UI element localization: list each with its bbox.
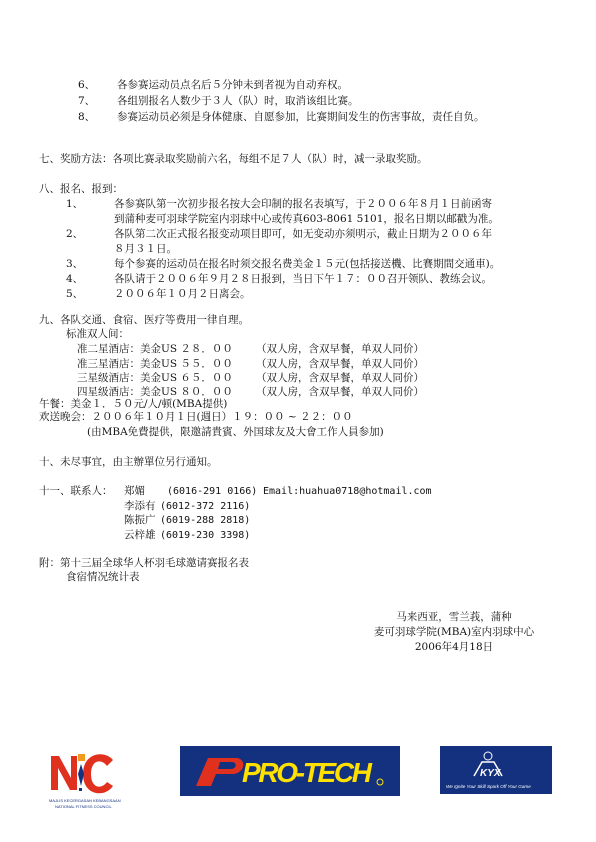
contact-name: 李添有: [124, 500, 156, 512]
registration-number: 4、: [66, 273, 84, 285]
registration-heading: 八、报名、报到：: [39, 183, 123, 195]
banquet-note: (由MBA免費提供，限邀請貴賓、外国球友及大會工作人員参加): [87, 426, 384, 438]
rule-text: 参赛运动员必须是身体健康、自愿参加，比赛期间发生的伤害事故，责任自负。: [117, 111, 485, 123]
hotel-note: （双人房，含双早餐，单双人同价）: [256, 372, 424, 384]
registration-number: 3、: [66, 258, 84, 270]
rule-number: 7、: [78, 95, 96, 107]
registration-text: 各队第二次正式报名报变动项目即可，如无变动亦须明示，截止日期为２００６年: [114, 228, 492, 240]
contact-phone: (6012-372 2116): [160, 501, 251, 512]
rule-text: 各参赛运动员点名后５分钟未到者视为自动弃权。: [117, 79, 348, 91]
registration-text: 每个参赛的运动员在报名时须交报名费美金１５元(包括接送機、比賽期間交通車)。: [114, 258, 501, 270]
contact-name: 云梓雄: [124, 529, 156, 541]
awards-text: 七、奖励方法：各项比赛录取奖励前六名，每组不足７人（队）时，减一录取奖励。: [39, 153, 428, 165]
contact-phone: (6019-230 3398): [160, 530, 251, 541]
hotel-price: 四星级酒店：美金US ８０．００: [77, 386, 233, 398]
nfc-caption: NATIONAL FITNESS COUNCIL: [55, 804, 112, 809]
other-text: 十、未尽事宜，由主辦單位另行通知。: [39, 456, 218, 468]
registration-text: ８月３１日。: [114, 243, 177, 255]
svg-text:PRO-TECH: PRO-TECH: [242, 757, 372, 788]
kyx-logo: [440, 746, 552, 794]
hotel-note: （双人房，含双早餐，单双人同价）: [256, 358, 424, 370]
registration-number: 2、: [66, 228, 84, 240]
attachment-line: 附：第十三届全球华人杯羽毛球邀请赛报名表: [39, 557, 249, 569]
registration-text: 各队请于２００６年９月２８日报到，当日下午１７：００召开领队、教练会议。: [114, 273, 492, 285]
registration-text: 到蒲种麦可羽球学院室内羽球中心或传真603-8061 5101，报名日期以邮戳为准。: [114, 213, 499, 225]
hotel-price: 三星级酒店：美金US ６５．００: [77, 372, 233, 384]
rule-number: 8、: [78, 111, 96, 123]
hotel-price: 准二星酒店：美金US ２８．００: [77, 343, 233, 355]
contact-phone: (6019-288 2818): [160, 515, 251, 526]
nfc-logo: [47, 746, 125, 816]
nfc-caption: MAJLIS KECERGASAN KEBANGSAAN: [49, 798, 121, 803]
rule-text: 各组别报名人数少于３人（队）时，取消该组比赛。: [117, 95, 359, 107]
contact-email[interactable]: Email:huahua0718@hotmail.com: [263, 486, 432, 497]
hotel-price: 准三星酒店：美金US ５５．００: [77, 358, 233, 370]
svg-text:KYX: KYX: [480, 768, 501, 779]
attachment-line: 食宿情况统计表: [66, 571, 140, 583]
banquet-text: 欢送晚会：２００６年１０月１日(週日）１９：００ ~ ２２：００: [39, 411, 353, 423]
hotel-note: （双人房，含双早餐，单双人同价）: [256, 386, 424, 398]
kyx-logo-icon: [440, 746, 552, 794]
registration-number: 5、: [66, 288, 84, 300]
contact-name: 陈振广: [124, 514, 156, 526]
protech-logo: [180, 746, 400, 796]
registration-text: ２００６年１０月２日离会。: [114, 288, 251, 300]
signature-organization: 麦可羽球学院(MBA)室内羽球中心: [373, 626, 535, 638]
p-swoosh-icon: [180, 746, 400, 796]
registration-number: 1、: [66, 198, 84, 210]
rule-number: 6、: [78, 79, 96, 91]
contact-phone: (6016-291 0166): [167, 486, 258, 497]
signature-date: 2006年4月18日: [414, 641, 494, 653]
hotel-note: （双人房，含双早餐，单双人同价）: [256, 343, 424, 355]
lunch-text: 午餐：美金１．５０元/人/顿(MBA提供): [39, 398, 228, 410]
contact-name: 郑媚: [124, 485, 145, 497]
contacts-heading: 十一、联系人：: [39, 485, 113, 497]
signature-location: 马来西亚，雪兰莪，蒲种: [396, 611, 512, 623]
registration-text: 各参赛队第一次初步报名按大会印制的报名表填写，于２００６年８月１日前函寄: [114, 198, 492, 210]
expenses-heading: 九、各队交通、食宿、医疗等费用一律自理。: [39, 314, 249, 326]
svg-text:We Ignite Your Skill Spark Off: We Ignite Your Skill Spark Off Your Game: [446, 784, 531, 789]
standard-room-label: 标准双人间：: [66, 328, 129, 340]
